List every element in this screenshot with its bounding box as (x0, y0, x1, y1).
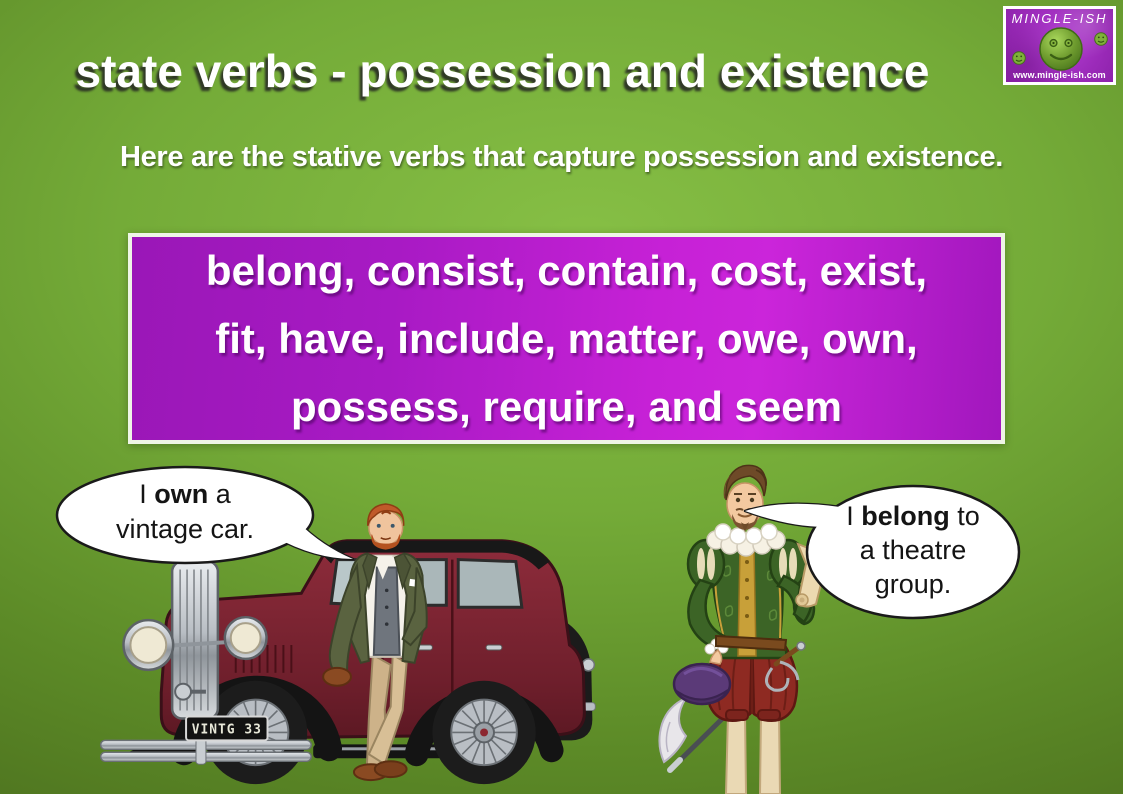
speech-bubble-belong-text: I belong to a theatre group. (846, 501, 980, 599)
car-rear-window (458, 560, 522, 608)
speech-bubble-own-text: I own a vintage car. (115, 479, 255, 544)
smiley-face-icon (1038, 26, 1084, 72)
license-plate-text: VINTG 33 (191, 722, 262, 738)
subtitle: Here are the stative verbs that capture possession and existence. (119, 141, 1004, 173)
actor-legs (726, 714, 746, 794)
mingle-ish-logo (1003, 6, 1116, 85)
speech-bubble-belong (725, 483, 1027, 625)
speech-bubble-own (50, 462, 362, 570)
page-title: state verbs - possession and existence (75, 45, 930, 97)
car-license-plate (186, 717, 267, 741)
verb-line-3: possess, require, and seem (291, 382, 842, 430)
car-rear-wheel (432, 681, 535, 784)
verb-line-2: fit, have, include, matter, owe, own, (215, 314, 918, 362)
logo-url-text: www.mingle-ish.com (1013, 70, 1106, 80)
logo-brand-text: MINGLE-ISH (1011, 11, 1108, 26)
small-smiley-icon (1012, 51, 1026, 65)
verb-list-box (128, 233, 1005, 444)
small-smiley-icon (1094, 32, 1108, 46)
verb-line-1: belong, consist, contain, cost, exist, (205, 246, 928, 294)
